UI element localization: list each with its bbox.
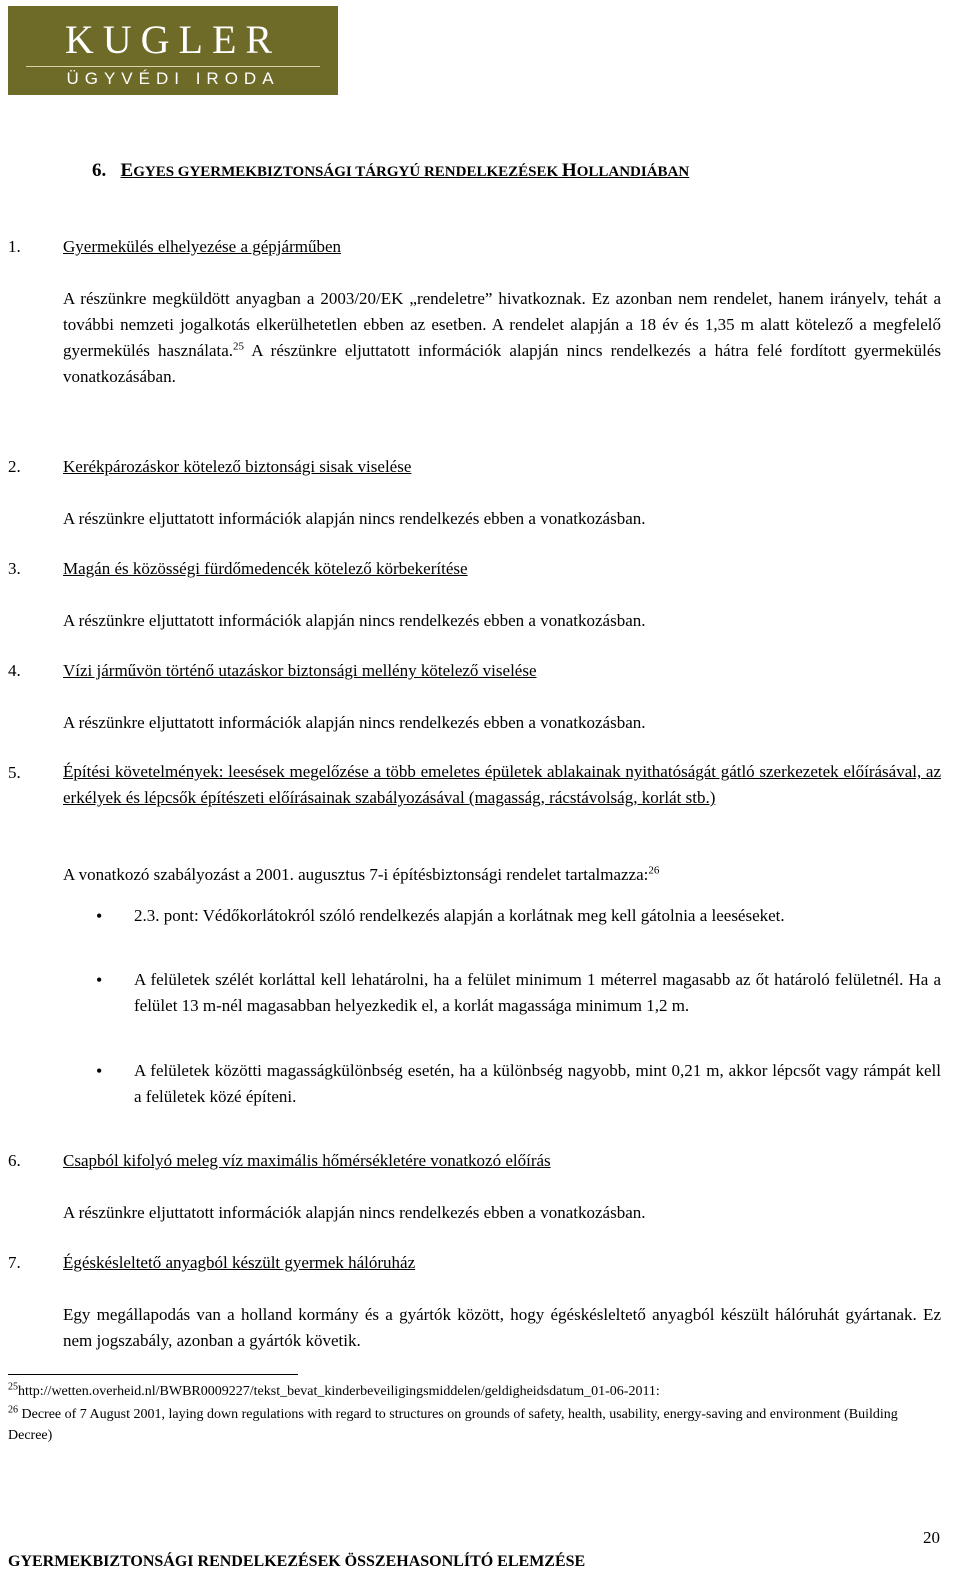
section-paragraph: A részünkre eljuttatott információk alapján nincs rendelkezés ebben a vonatkozásban. (63, 713, 646, 732)
section-paragraph: A részünkre megküldött anyagban a 2003/20/EK „rendeletre” hivatkoznak. Ez azonban nem rendelet, hanem irányelv, tehát a további nemzeti jogalkotás elkerülhetetlen ebben az esetben. A rendelet alapján a 18 év és 1,35 m alatt kötelező a megfelelő gyermekülés használata.$^{25}$ A részünkre eljuttatott információk alapján nincs rendelkezés a hátra felé fordított gyermekülés vonatkozásában. (63, 289, 941, 386)
list-item: A felületek szélét korláttal kell lehatárolni, ha a felület minimum 1 méterrel magasabb az őt határoló felületnél. Ha a felület 13 m-nél magasabban helyezkedik el, a korlát magassága minimum 1,2 m. (134, 970, 941, 1015)
section-heading: Építési követelmények: leesések megelőzése a több emeletes épületek ablakainak nyithatóságát gátló szerkezetek előírásával, az erkélyek és lépcsők építészeti előírásainak szabályozásával (magasság, rácstávolság, korlát stb.) (63, 762, 941, 807)
bullet-icon: • (96, 906, 103, 926)
list-item: A felületek közötti magasságkülönbség esetén, ha a különbség nagyobb, mint 0,21 m, akkor lépcsőt vagy rámpát kell a felületek közé építeni. (134, 1061, 941, 1106)
section-number: 3. (8, 559, 21, 578)
logo-wordmark: KUGLER (64, 17, 282, 62)
footnote-ref: 25 (233, 340, 245, 353)
bullet-icon: • (96, 970, 103, 990)
section-heading: Magán és közösségi fürdőmedencék kötelező körbekerítése (63, 559, 468, 578)
section-paragraph: A részünkre eljuttatott információk alapján nincs rendelkezés ebben a vonatkozásban. (63, 611, 646, 630)
section-heading: Gyermekülés elhelyezése a gépjárműben (63, 237, 342, 256)
footnote-divider (8, 1374, 298, 1375)
section-heading: Kerékpározáskor kötelező biztonsági sisak viselése (63, 457, 412, 476)
section-paragraph: A részünkre eljuttatott információk alapján nincs rendelkezés ebben a vonatkozásban. (63, 509, 646, 528)
section-heading: Vízi járművön történő utazáskor biztonsági mellény kötelező viselése (63, 661, 537, 680)
section-paragraph: A részünkre eljuttatott információk alapján nincs rendelkezés ebben a vonatkozásban. (63, 1203, 646, 1222)
chapter-title (92, 160, 689, 183)
footnote-ref: 26 (648, 864, 660, 877)
list-item: 2.3. pont: Védőkorlátokról szóló rendelkezés alapján a korlátnak meg kell gátolnia a leeséseket. (134, 906, 785, 925)
chapter-number: 6. (92, 160, 107, 181)
bullet-icon: • (96, 1061, 103, 1081)
section-paragraph: Egy megállapodás van a holland kormány és a gyártók között, hogy égéskésleltető anyagból készült hálóruhát gyártanak. Ez nem jogszabály, azonban a gyártók követik. (63, 1305, 941, 1350)
footnote: $^{25}$http://wetten.overheid.nl/BWBR0009227/tekst_bevat_kinderbeveiligingsmiddelen/geldigheidsdatum_01-06-2011: (8, 1381, 660, 1399)
section-number: 7. (8, 1253, 21, 1272)
section-heading: Csapból kifolyó meleg víz maximális hőmérsékletére vonatkozó előírás (63, 1151, 551, 1170)
logo-divider (26, 66, 320, 67)
footnote: $^{26}$ Decree of 7 August 2001, laying down regulations with regard to structures on grounds of safety, health, usability, energy-saving and environment (Building Decree) (8, 1404, 898, 1443)
chapter-heading: EGYES GYERMEKBIZTONSÁGI TÁRGYÚ RENDELKEZÉSEK HOLLANDIÁBAN (120, 160, 690, 181)
section-number: 1. (8, 237, 21, 256)
section-heading: Égéskésleltető anyagból készült gyermek hálóruház (63, 1253, 416, 1272)
section-paragraph: A vonatkozó szabályozást a 2001. augusztus 7-i építésbiztonsági rendelet tartalmazza:$^{26}$ (63, 864, 660, 884)
section-number: 2. (8, 457, 21, 476)
section-number: 6. (8, 1151, 21, 1170)
logo-subtitle: ÜGYVÉDI IRODA (66, 69, 280, 88)
section-number: 4. (8, 661, 21, 680)
page-number: 20 (923, 1528, 940, 1547)
firm-logo (8, 6, 338, 95)
section-number: 5. (8, 763, 21, 782)
page-footer: GYERMEKBIZTONSÁGI RENDELKEZÉSEK ÖSSZEHASONLÍTÓ ELEMZÉSE (8, 1553, 586, 1570)
